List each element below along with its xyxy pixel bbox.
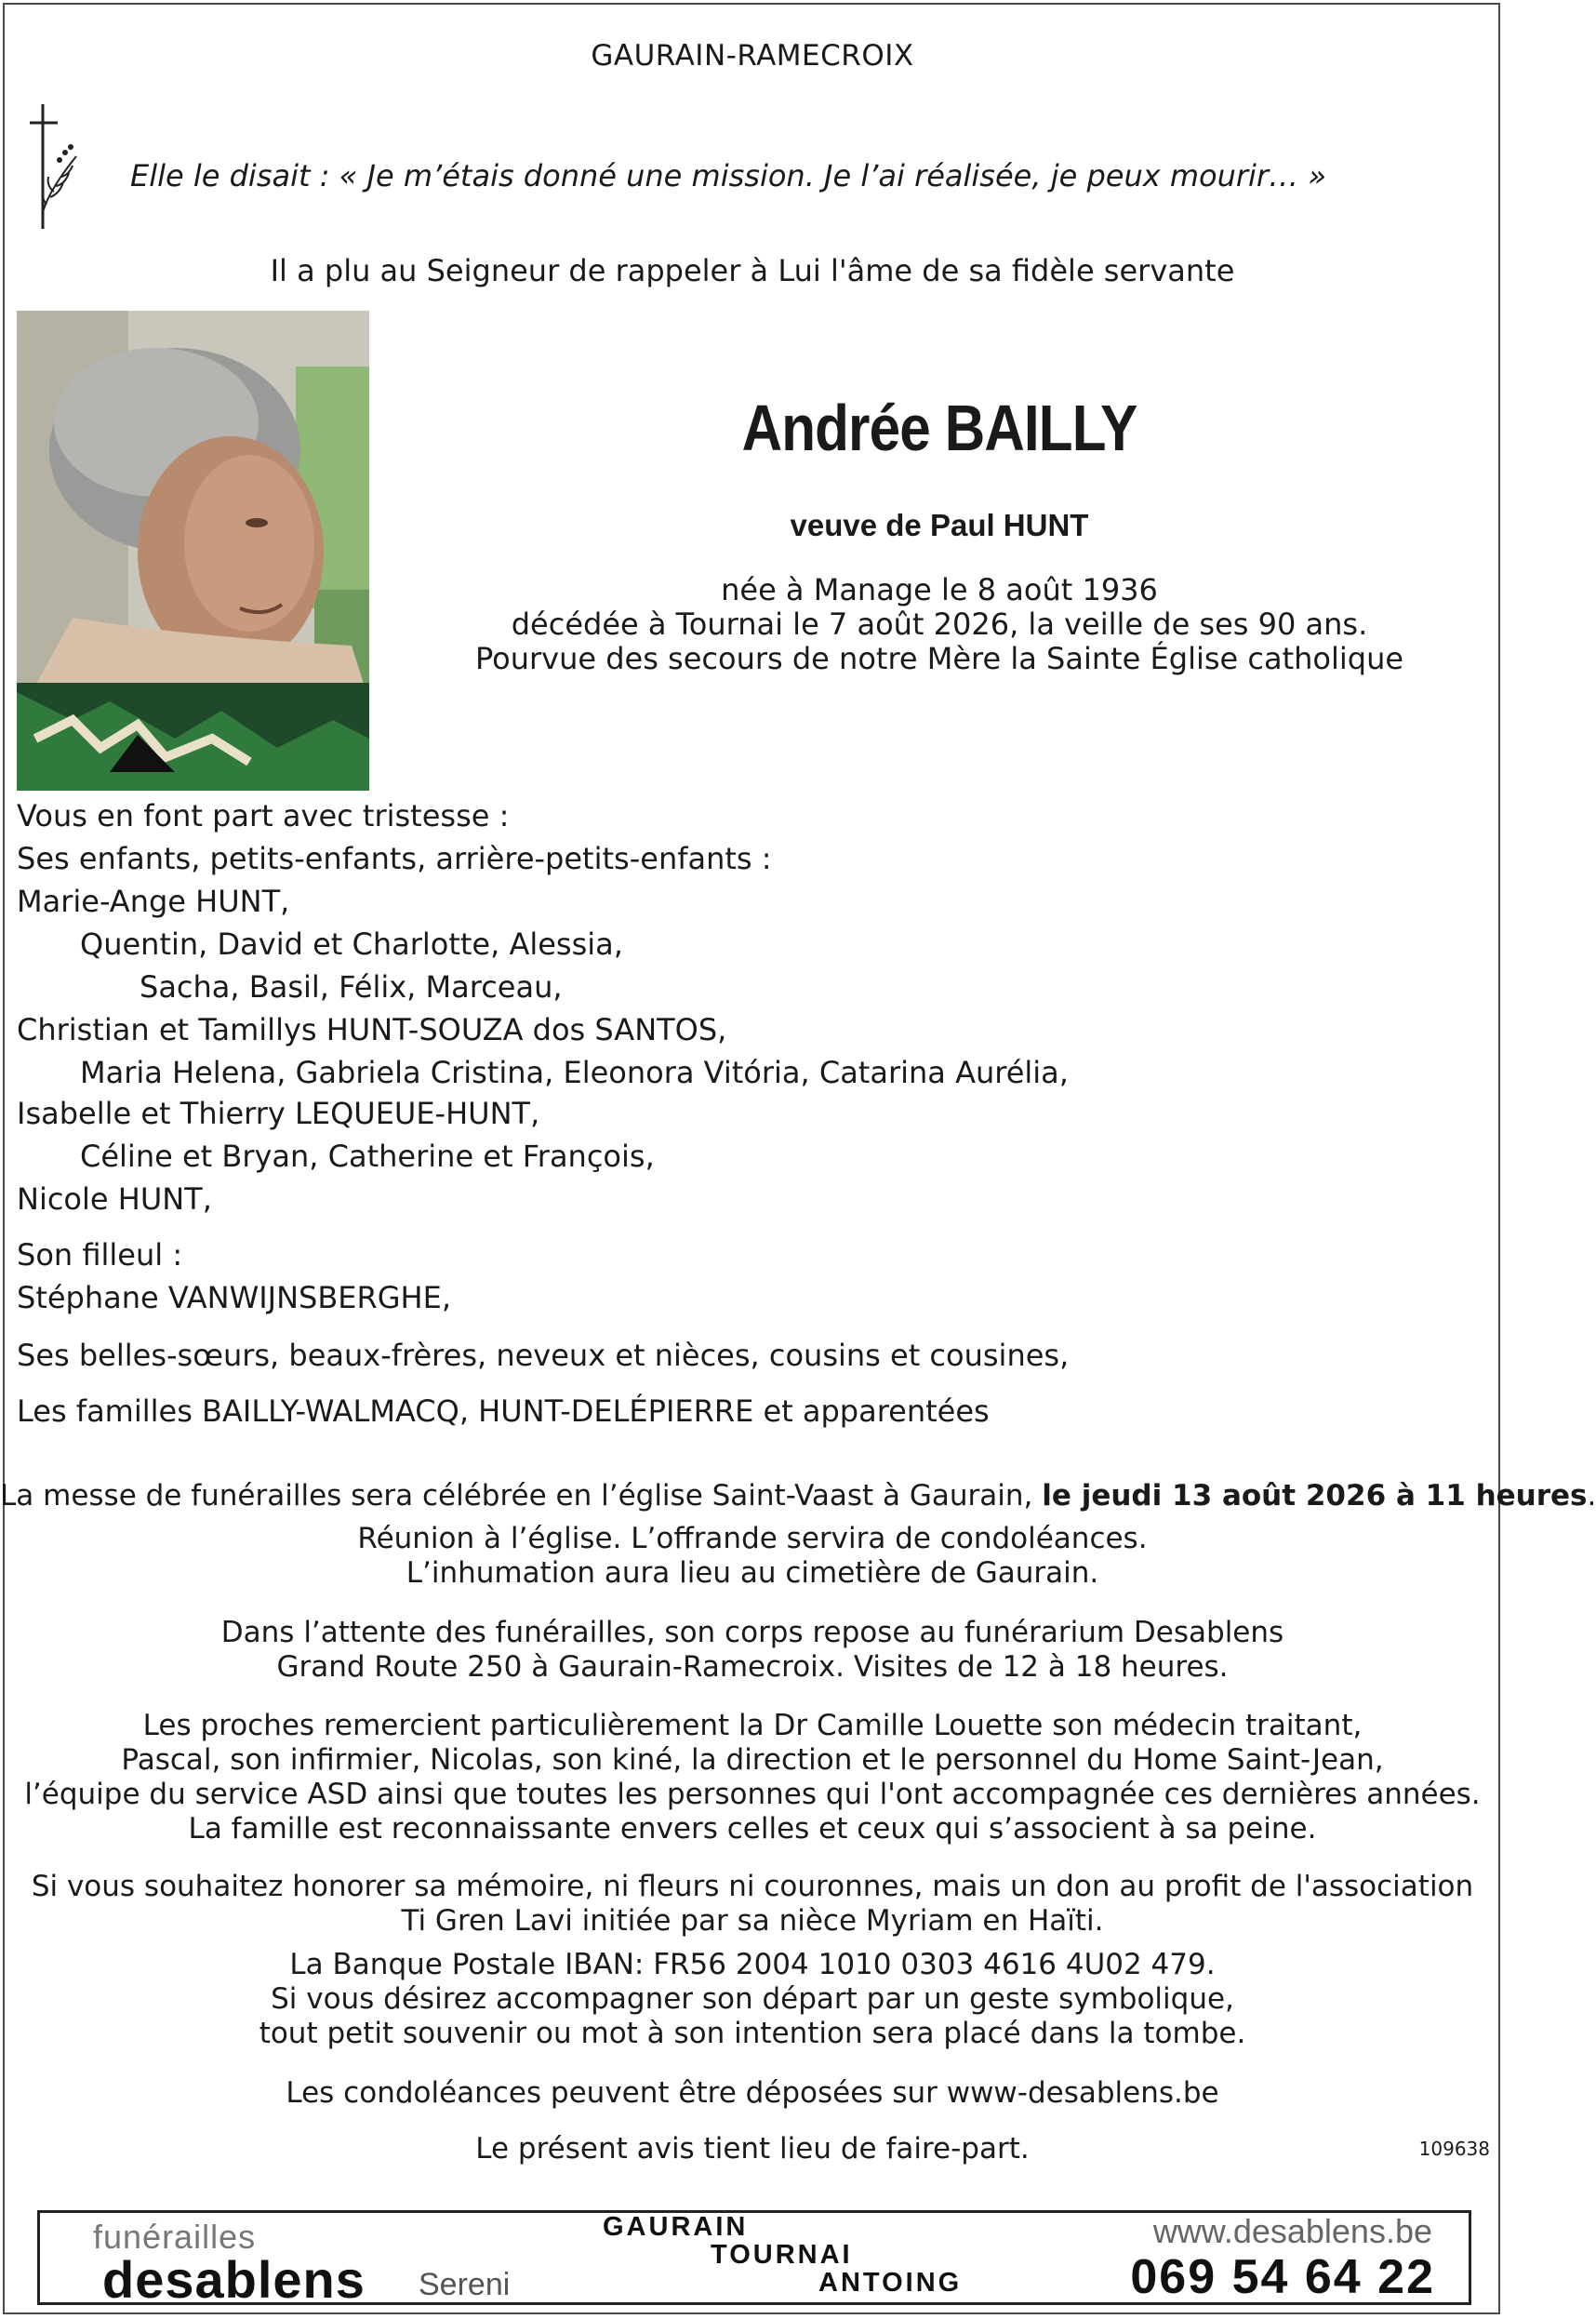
- banner-location: GAURAIN: [603, 2212, 749, 2242]
- banner-brand: desablens: [102, 2250, 366, 2309]
- death-line: décédée à Tournai le 7 août 2026, la veille de ses 90 ans.: [511, 606, 1368, 642]
- donation-line: Si vous souhaitez honorer sa mémoire, ni fleurs ni couronnes, mais un don au profit de l'association: [31, 1870, 1474, 1903]
- mass-date: le jeudi 13 août 2026 à 11 heures: [1042, 1479, 1588, 1513]
- thanks-line: La famille est reconnaissante envers celles et ceux qui s’associent à sa peine.: [188, 1812, 1317, 1846]
- banner-website: www.desablens.be: [1152, 2212, 1432, 2250]
- avis-line: Le présent avis tient lieu de faire-part.: [475, 2132, 1030, 2166]
- reference-number: 109638: [1418, 2138, 1490, 2160]
- banner-funerailles: funérailles: [93, 2218, 257, 2256]
- donation-line: Ti Gren Lavi initiée par sa nièce Myriam en Haïti.: [401, 1904, 1104, 1938]
- deceased-name: Andrée BAILLY: [741, 392, 1137, 464]
- family-line: Son filleul :: [17, 1237, 183, 1273]
- family-line: Ses belles-sœurs, beaux-frères, neveux et nièces, cousins et cousines,: [17, 1338, 1070, 1373]
- family-line: Les familles BAILLY-WALMACQ, HUNT-DELÉPIERRE et apparentées: [17, 1393, 990, 1429]
- portrait-photo: [17, 311, 369, 772]
- town-heading: GAURAIN-RAMECROIX: [591, 39, 914, 73]
- thanks-line: l’équipe du service ASD ainsi que toutes les personnes qui l'ont accompagnée ces dernières années.: [24, 1778, 1481, 1811]
- family-line: Nicole HUNT,: [17, 1181, 212, 1217]
- banner-phone: 069 54 64 22: [1130, 2250, 1435, 2304]
- family-line: Vous en font part avec tristesse :: [17, 798, 510, 833]
- family-line: Céline et Bryan, Catherine et François,: [80, 1139, 655, 1174]
- condolences-line: Les condoléances peuvent être déposées sur www-desablens.be: [286, 2076, 1219, 2110]
- family-line: Ses enfants, petits-enfants, arrière-petits-enfants :: [17, 841, 772, 876]
- family-line: Christian et Tamillys HUNT-SOUZA dos SANTOS,: [17, 1012, 727, 1047]
- mass-end: .: [1587, 1479, 1596, 1513]
- donation-line: tout petit souvenir ou mot à son intention sera placé dans la tombe.: [259, 2017, 1246, 2050]
- family-line: Maria Helena, Gabriela Cristina, Eleonora Vitória, Catarina Aurélia,: [80, 1055, 1069, 1090]
- family-line: Marie-Ange HUNT,: [17, 884, 290, 919]
- donation-line: La Banque Postale IBAN: FR56 2004 1010 0303 4616 4U02 479.: [289, 1948, 1216, 1981]
- family-line: Isabelle et Thierry LEQUEUE-HUNT,: [17, 1096, 540, 1131]
- family-line: Stéphane VANWIJNSBERGHE,: [17, 1280, 451, 1315]
- spouse-line: veuve de Paul HUNT: [790, 508, 1089, 542]
- quote: Elle le disait : « Je m’étais donné une mission. Je l’ai réalisée, je peux mourir… »: [130, 158, 1326, 193]
- wait-line: Dans l’attente des funérailles, son corps repose au funérarium Desablens: [220, 1616, 1284, 1649]
- thanks-line: Pascal, son infirmier, Nicolas, son kiné, la direction et le personnel du Home Saint-Jean,: [121, 1743, 1384, 1777]
- family-line: Sacha, Basil, Félix, Marceau,: [140, 969, 563, 1005]
- reunion-line: Réunion à l’église. L’offrande servira de condoléances.: [357, 1522, 1148, 1555]
- family-line: Quentin, David et Charlotte, Alessia,: [80, 926, 623, 962]
- intro-text: Il a plu au Seigneur de rappeler à Lui l'âme de sa fidèle servante: [270, 253, 1235, 288]
- donation-line: Si vous désirez accompagner son départ par un geste symbolique,: [271, 1982, 1234, 2016]
- banner-sereni: Sereni: [419, 2267, 511, 2302]
- thanks-line: Les proches remercient particulièrement la Dr Camille Louette son médecin traitant,: [142, 1709, 1363, 1742]
- burial-line: L’inhumation aura lieu au cimetière de Gaurain.: [406, 1556, 1099, 1590]
- wait-line: Grand Route 250 à Gaurain-Ramecroix. Visites de 12 à 18 heures.: [276, 1650, 1229, 1684]
- sacraments-line: Pourvue des secours de notre Mère la Sainte Église catholique: [474, 641, 1404, 676]
- mass-text: La messe de funérailles sera célébrée en l’église Saint-Vaast à Gaurain,: [0, 1479, 1033, 1513]
- birth-line: née à Manage le 8 août 1936: [721, 572, 1158, 607]
- mass-line: [0, 1479, 1596, 1513]
- cross-icon: [28, 100, 84, 231]
- banner-location: ANTOING: [818, 2268, 963, 2298]
- life-dates: [381, 573, 1497, 676]
- banner-location: TOURNAI: [711, 2240, 853, 2270]
